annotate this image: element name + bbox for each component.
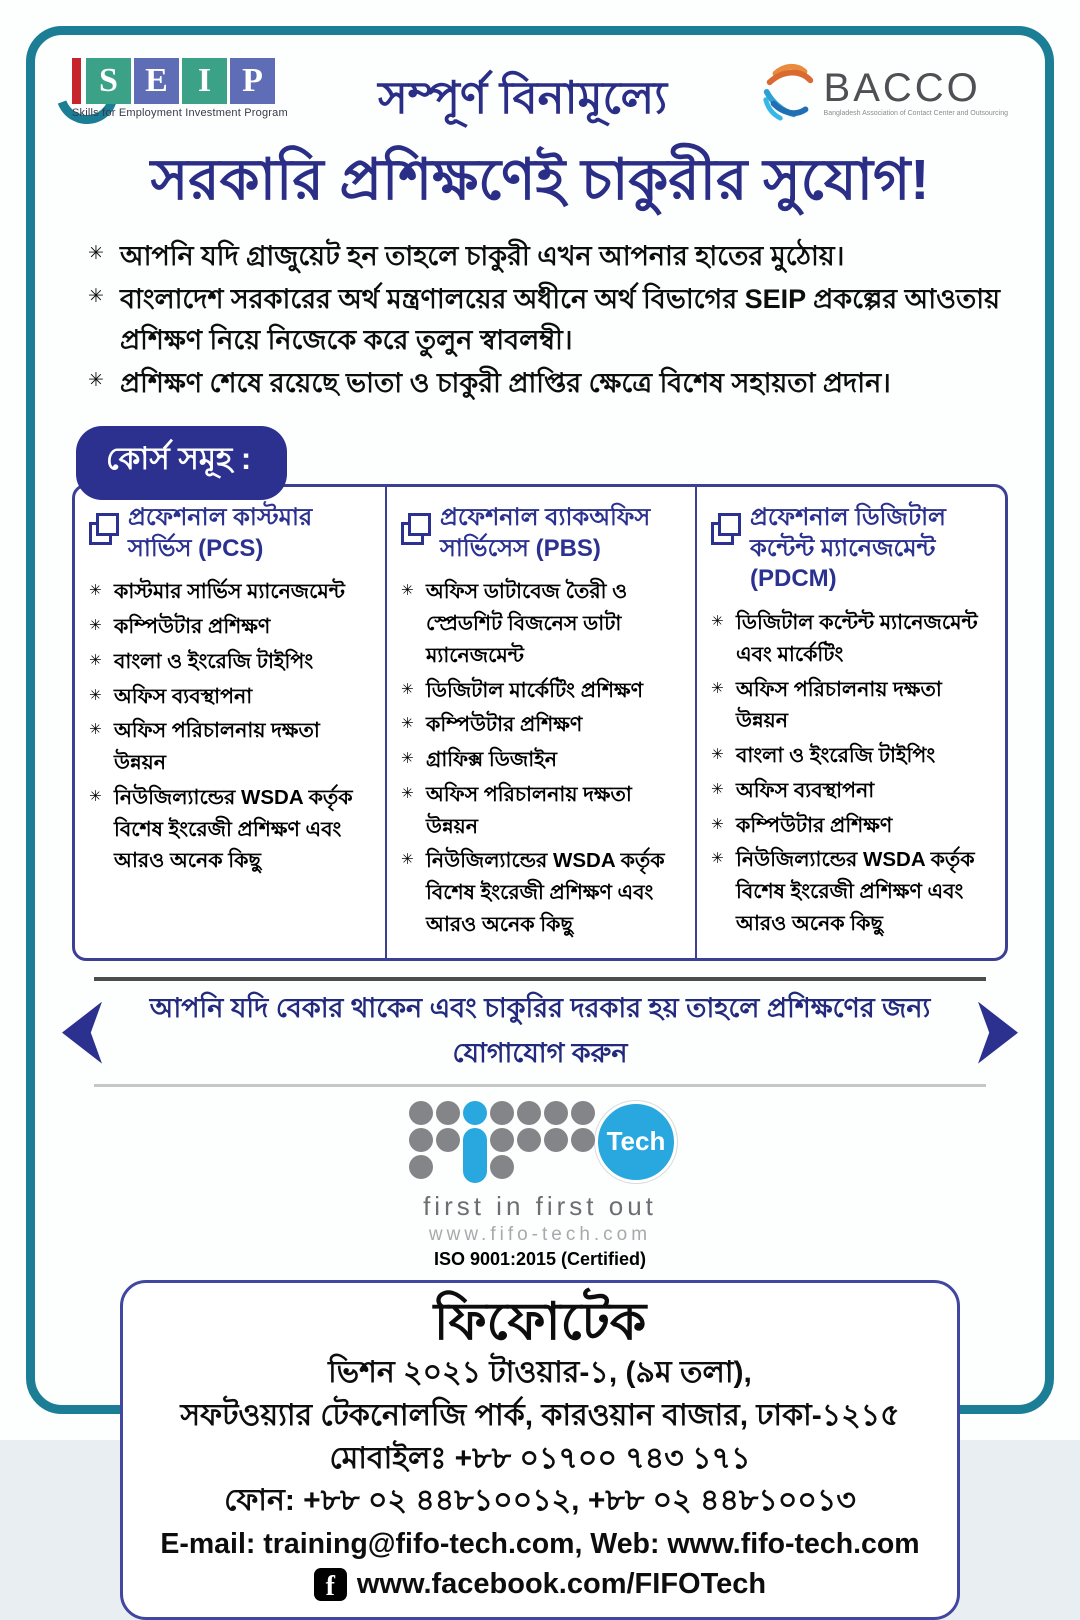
fifo-website: www.fifo-tech.com [428, 1223, 652, 1245]
right-arrow-icon [978, 1002, 1018, 1064]
address-line-1: ভিশন ২০২১ টাওয়ার-১, (৯ম তলা), [328, 1356, 752, 1390]
fifo-iso-certification: ISO 9001:2015 (Certified) [433, 1248, 647, 1269]
asterisk-bullet-icon: ✳ [88, 285, 104, 307]
course-column-pdcm [695, 487, 1005, 958]
asterisk-bullet-icon: ✳ [401, 680, 414, 698]
asterisk-bullet-icon: ✳ [89, 787, 102, 805]
intro-point: ✳ বাংলাদেশ সরকারের অর্থ মন্ত্রণালয়ের অধীনে অর্থ বিভাগের SEIP প্রকল্পের আওতায় প্রশিক্ষণ নিয়ে নিজেকে করে তুলুন স্বাবলম্বী। [88, 283, 1000, 355]
course-item-list [401, 576, 683, 940]
courses-badge: কোর্স সমূহ : [76, 426, 287, 500]
bacco-tagline: Bangladesh Association of Contact Center and Outsourcing [823, 110, 1008, 117]
facebook-icon: f [314, 1568, 347, 1601]
overlapping-squares-icon [401, 513, 431, 545]
fifo-dot-icon [490, 1128, 514, 1152]
fifo-dots [409, 1101, 671, 1183]
fifo-dot-icon [490, 1101, 514, 1125]
asterisk-bullet-icon: ✳ [711, 850, 724, 868]
course-item-list [711, 607, 993, 940]
course-item: ✳ কম্পিউটার প্রশিক্ষণ [89, 615, 271, 639]
course-item: ✳ বাংলা ও ইংরেজি টাইপিং [89, 649, 314, 673]
bacco-globe-icon [758, 60, 820, 122]
asterisk-bullet-icon: ✳ [88, 242, 104, 264]
seip-red-bar-icon [72, 58, 81, 104]
course-title: প্রফেশনাল কাস্টমার সার্ভিস (PCS) [128, 503, 313, 562]
contact-box [120, 1280, 960, 1620]
course-item: ✳ অফিস ডাটাবেজ তৈরী ও স্প্রেডশিট বিজনেস ডাটা ম্যানেজমেন্ট [401, 580, 628, 667]
asterisk-bullet-icon: ✳ [401, 582, 414, 600]
asterisk-bullet-icon: ✳ [89, 651, 102, 669]
fifo-tech-logo [72, 1101, 1008, 1270]
asterisk-bullet-icon: ✳ [401, 715, 414, 733]
asterisk-bullet-icon: ✳ [401, 750, 414, 768]
fifo-dot-icon [436, 1128, 460, 1152]
fifo-dot-icon [517, 1128, 541, 1152]
seip-letter: S [86, 58, 131, 104]
course-item: ✳ অফিস ব্যবস্থাপনা [89, 684, 253, 708]
overlapping-squares-icon [89, 513, 119, 545]
asterisk-bullet-icon: ✳ [89, 582, 102, 600]
asterisk-bullet-icon: ✳ [711, 612, 724, 630]
contact-banner [72, 977, 1008, 1087]
course-item: ✳ অফিস পরিচালনায় দক্ষতা উন্নয়ন [711, 677, 942, 733]
fifo-tech-circle-icon: Tech [595, 1101, 677, 1183]
fifo-i-dot-icon [463, 1101, 487, 1125]
banner-bottom-line [94, 1084, 986, 1087]
asterisk-bullet-icon: ✳ [711, 780, 724, 798]
fifo-dot-icon [544, 1101, 568, 1125]
fifo-dot-icon [544, 1128, 568, 1152]
asterisk-bullet-icon: ✳ [711, 746, 724, 764]
course-item: ✳ কম্পিউটার প্রশিক্ষণ [711, 813, 893, 837]
asterisk-bullet-icon: ✳ [89, 721, 102, 739]
asterisk-bullet-icon: ✳ [401, 851, 414, 869]
course-item: ✳ অফিস ব্যবস্থাপনা [711, 778, 875, 802]
course-item: ✳ নিউজিল্যান্ডের WSDA কর্তৃক বিশেষ ইংরেজী প্রশিক্ষণ এবং আরও অনেক কিছু [89, 785, 353, 873]
course-item-list [89, 576, 373, 877]
email-and-web: E-mail: training@fifo-tech.com, Web: www.fifo-tech.com [160, 1527, 920, 1560]
fifo-i-bar-icon [463, 1128, 487, 1183]
intro-point: ✳ প্রশিক্ষণ শেষে রয়েছে ভাতা ও চাকুরী প্রাপ্তির ক্ষেত্রে বিশেষ সহায়তা প্রদান। [88, 367, 891, 398]
mobile-number: মোবাইলঃ +৮৮ ০১৭০০ ৭৪৩ ১৭১ [329, 1441, 751, 1475]
seip-letter: P [230, 58, 275, 104]
fifo-dot-icon [490, 1155, 514, 1179]
course-title: প্রফেশনাল ডিজিটাল কন্টেন্ট ম্যানেজমেন্ট (PDCM) [750, 503, 946, 593]
facebook-row [137, 1568, 943, 1601]
asterisk-bullet-icon: ✳ [89, 617, 102, 635]
fifo-dot-icon [409, 1128, 433, 1152]
left-arrow-icon [62, 1002, 102, 1064]
bacco-logo [758, 60, 1008, 122]
header [72, 58, 1008, 139]
asterisk-bullet-icon: ✳ [711, 815, 724, 833]
course-item: ✳ কম্পিউটার প্রশিক্ষণ [401, 713, 583, 737]
asterisk-bullet-icon: ✳ [89, 686, 102, 704]
fifo-dot-icon [409, 1101, 433, 1125]
course-item: ✳ বাংলা ও ইংরেজি টাইপিং [711, 744, 936, 768]
courses-box [72, 484, 1008, 961]
intro-points [88, 236, 1008, 404]
course-item: ✳ অফিস পরিচালনায় দক্ষতা উন্নয়ন [401, 782, 632, 838]
overlapping-squares-icon [711, 513, 741, 545]
fifo-dot-icon [571, 1128, 595, 1152]
fifo-dot-icon [517, 1101, 541, 1125]
asterisk-bullet-icon: ✳ [88, 369, 104, 391]
course-title: প্রফেশনাল ব্যাকঅফিস সার্ভিসেস (PBS) [440, 503, 651, 562]
bacco-name: BACCO [823, 66, 981, 110]
course-item: ✳ নিউজিল্যান্ডের WSDA কর্তৃক বিশেষ ইংরেজী প্রশিক্ষণ এবং আরও অনেক কিছু [711, 848, 975, 935]
address-line-2: সফটওয়্যার টেকনোলজি পার্ক, কারওয়ান বাজার, ঢাকা-১২১৫ [180, 1399, 900, 1433]
course-item: ✳ ডিজিটাল মার্কেটিং প্রশিক্ষণ [401, 678, 644, 702]
fifo-dot-icon [571, 1101, 595, 1125]
asterisk-bullet-icon: ✳ [711, 679, 724, 697]
asterisk-bullet-icon: ✳ [401, 784, 414, 802]
intro-point: ✳ আপনি যদি গ্রাজুয়েট হন তাহলে চাকুরী এখন আপনার হাতের মুঠোয়। [88, 240, 845, 271]
seip-tagline: Skills for Employment Investment Program [72, 107, 288, 119]
free-of-cost-text: সম্পূর্ণ বিনামূল্যে [378, 72, 668, 123]
seip-letter: E [134, 58, 179, 104]
fifo-dot-icon [409, 1155, 433, 1179]
phone-numbers: ফোন: +৮৮ ০২ ৪৪৮১০০১২, +৮৮ ০২ ৪৪৮১০০১৩ [224, 1484, 856, 1518]
seip-logo [72, 58, 288, 119]
fifo-slogan: first in first out [423, 1190, 657, 1221]
course-item: ✳ নিউজিল্যান্ডের WSDA কর্তৃক বিশেষ ইংরেজী প্রশিক্ষণ এবং আরও অনেক কিছু [401, 849, 665, 936]
banner-text: আপনি যদি বেকার থাকেন এবং চাকুরির দরকার হয় তাহলে প্রশিক্ষণের জন্য যোগাযোগ করুন [149, 992, 931, 1068]
course-item: ✳ ডিজিটাল কন্টেন্ট ম্যানেজমেন্ট এবং মার্কেটিং [711, 610, 978, 666]
course-item: ✳ অফিস পরিচালনায় দক্ষতা উন্নয়ন [89, 719, 320, 775]
course-column-pcs [75, 487, 385, 958]
course-item: ✳ গ্রাফিক্স ডিজাইন [401, 748, 558, 772]
seip-letter: I [182, 58, 227, 104]
facebook-url: www.facebook.com/FIFOTech [356, 1567, 767, 1600]
company-name: ফিফোটেক [433, 1292, 647, 1351]
fifo-dot-icon [436, 1101, 460, 1125]
course-item: ✳ কাস্টমার সার্ভিস ম্যানেজমেন্ট [89, 580, 345, 604]
page-title: সরকারি প্রশিক্ষণেই চাকুরীর সুযোগ! [150, 148, 930, 212]
course-column-pbs [385, 487, 695, 958]
